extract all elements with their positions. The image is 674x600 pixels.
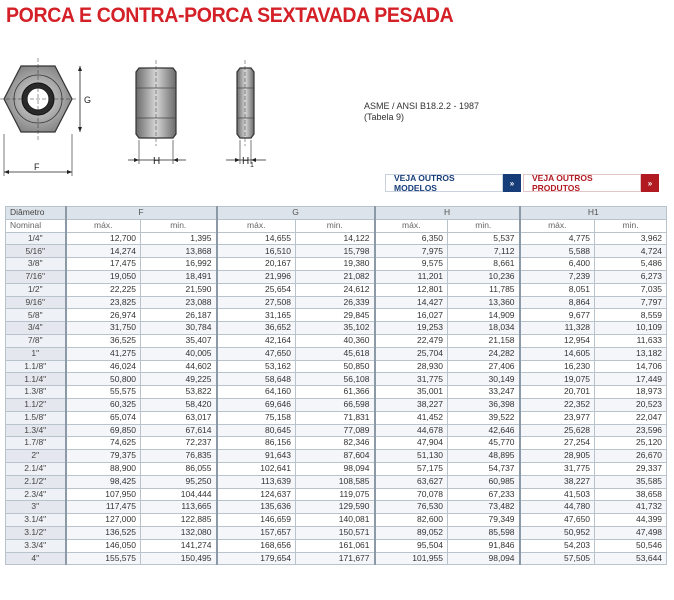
f-max-cell: 31,750 [66,322,141,335]
dimension-h-label: H [153,156,161,167]
h-min-cell: 27,406 [448,360,520,373]
h1-min-cell: 53,644 [595,552,667,565]
f-max-cell: 117,475 [66,501,141,514]
h-max-cell: 44,678 [375,424,448,437]
f-min-cell: 35,407 [141,334,217,347]
sub-header-max: máx. [217,219,296,232]
f-min-cell: 86,055 [141,462,217,475]
table-row [6,514,667,527]
g-min-cell: 19,380 [296,258,375,271]
h-max-cell: 95,504 [375,539,448,552]
g-max-cell: 47,650 [217,347,296,360]
h1-min-cell: 38,658 [595,488,667,501]
nominal-diameter-cell: 3.1/4" [6,514,66,527]
h-min-cell: 24,282 [448,347,520,360]
sub-header-max: máx. [375,219,448,232]
h-min-cell: 42,646 [448,424,520,437]
g-min-cell: 66,598 [296,398,375,411]
h-max-cell: 82,600 [375,514,448,527]
nominal-diameter-cell: 1" [6,347,66,360]
f-max-cell: 12,700 [66,232,141,245]
table-row [6,347,667,360]
f-min-cell: 104,444 [141,488,217,501]
g-max-cell: 14,655 [217,232,296,245]
h-max-cell: 19,253 [375,322,448,335]
g-max-cell: 20,167 [217,258,296,271]
h1-min-cell: 17,449 [595,373,667,386]
nominal-diameter-cell: 5/16" [6,245,66,258]
sub-header-min: min. [296,219,375,232]
h1-max-cell: 8,864 [520,296,595,309]
nominal-diameter-cell: 3" [6,501,66,514]
see-other-products-label: VEJA OUTROS PRODUTOS [523,174,641,192]
nut-side-view [128,60,186,167]
h1-max-cell: 20,701 [520,386,595,399]
table-row [6,398,667,411]
table-row [6,309,667,322]
g-max-cell: 168,656 [217,539,296,552]
g-min-cell: 56,108 [296,373,375,386]
f-max-cell: 146,050 [66,539,141,552]
g-max-cell: 75,158 [217,411,296,424]
h-max-cell: 89,052 [375,526,448,539]
dimension-h1-label: H [242,156,250,167]
h1-max-cell: 7,239 [520,270,595,283]
spec-reference [364,101,564,123]
h1-max-cell: 12,954 [520,334,595,347]
f-min-cell: 26,187 [141,309,217,322]
table-row [6,462,667,475]
h-min-cell: 33,247 [448,386,520,399]
table-row [6,424,667,437]
f-min-cell: 132,080 [141,526,217,539]
h-max-cell: 38,227 [375,398,448,411]
g-max-cell: 146,659 [217,514,296,527]
g-max-cell: 124,637 [217,488,296,501]
dimension-g-label: G [84,95,92,105]
g-min-cell: 108,585 [296,475,375,488]
table-row [6,501,667,514]
g-max-cell: 42,164 [217,334,296,347]
nominal-diameter-cell: 1.1/8" [6,360,66,373]
h-max-cell: 7,975 [375,245,448,258]
h-min-cell: 39,522 [448,411,520,424]
nominal-diameter-cell: 7/16" [6,270,66,283]
f-max-cell: 127,000 [66,514,141,527]
f-max-cell: 55,575 [66,386,141,399]
h-max-cell: 31,775 [375,373,448,386]
table-body [6,232,667,565]
h-min-cell: 14,909 [448,309,520,322]
h1-max-cell: 50,952 [520,526,595,539]
see-other-products-button[interactable] [523,174,659,192]
table-row [6,258,667,271]
h1-min-cell: 20,523 [595,398,667,411]
g-max-cell: 80,645 [217,424,296,437]
f-min-cell: 13,868 [141,245,217,258]
g-max-cell: 69,646 [217,398,296,411]
f-min-cell: 30,784 [141,322,217,335]
h-max-cell: 51,130 [375,450,448,463]
f-min-cell: 58,420 [141,398,217,411]
table-row [6,552,667,565]
h1-min-cell: 50,546 [595,539,667,552]
nominal-diameter-cell: 3/8" [6,258,66,271]
h1-min-cell: 26,670 [595,450,667,463]
h-min-cell: 67,233 [448,488,520,501]
h1-min-cell: 23,596 [595,424,667,437]
sub-header-min: min. [448,219,520,232]
f-max-cell: 19,050 [66,270,141,283]
f-max-cell: 98,425 [66,475,141,488]
h1-max-cell: 54,203 [520,539,595,552]
f-max-cell: 14,274 [66,245,141,258]
g-min-cell: 61,366 [296,386,375,399]
nominal-diameter-cell: 1/4" [6,232,66,245]
nominal-diameter-cell: 3.3/4" [6,539,66,552]
f-max-cell: 88,900 [66,462,141,475]
h1-max-cell: 22,352 [520,398,595,411]
table-row [6,386,667,399]
g-min-cell: 161,061 [296,539,375,552]
f-max-cell: 69,850 [66,424,141,437]
f-min-cell: 72,237 [141,437,217,450]
table-row [6,283,667,296]
h-max-cell: 12,801 [375,283,448,296]
h1-max-cell: 25,628 [520,424,595,437]
g-min-cell: 119,075 [296,488,375,501]
f-min-cell: 141,274 [141,539,217,552]
h-max-cell: 70,078 [375,488,448,501]
f-max-cell: 50,800 [66,373,141,386]
nominal-diameter-cell: 2.1/4" [6,462,66,475]
g-min-cell: 15,798 [296,245,375,258]
g-min-cell: 50,850 [296,360,375,373]
f-max-cell: 65,074 [66,411,141,424]
nominal-diameter-cell: 9/16" [6,296,66,309]
h1-min-cell: 22,047 [595,411,667,424]
g-min-cell: 98,094 [296,462,375,475]
h1-min-cell: 3,962 [595,232,667,245]
h1-max-cell: 44,780 [520,501,595,514]
g-min-cell: 29,845 [296,309,375,322]
g-max-cell: 91,643 [217,450,296,463]
f-min-cell: 21,590 [141,283,217,296]
g-min-cell: 71,831 [296,411,375,424]
table-row [6,437,667,450]
f-max-cell: 74,625 [66,437,141,450]
f-max-cell: 26,974 [66,309,141,322]
h-min-cell: 21,158 [448,334,520,347]
group-header-f: F [66,207,217,220]
g-max-cell: 58,648 [217,373,296,386]
g-max-cell: 27,508 [217,296,296,309]
h1-min-cell: 6,273 [595,270,667,283]
h1-max-cell: 28,905 [520,450,595,463]
f-min-cell: 76,835 [141,450,217,463]
double-chevron-right-icon: » [503,174,521,192]
table-row [6,232,667,245]
dimensions-table [5,206,667,565]
g-min-cell: 26,339 [296,296,375,309]
sub-header-max: máx. [520,219,595,232]
spec-standard: ASME / ANSI B18.2.2 - 1987 [364,101,480,111]
h1-min-cell: 5,486 [595,258,667,271]
h-max-cell: 16,027 [375,309,448,322]
h-max-cell: 47,904 [375,437,448,450]
group-header-h: H [375,207,520,220]
h1-min-cell: 4,724 [595,245,667,258]
h-min-cell: 45,770 [448,437,520,450]
page-title: PORCA E CONTRA-PORCA SEXTAVADA PESADA [6,4,454,27]
table-row [6,539,667,552]
f-min-cell: 1,395 [141,232,217,245]
h-max-cell: 76,530 [375,501,448,514]
nominal-diameter-cell: 1.3/4" [6,424,66,437]
table-row [6,296,667,309]
f-min-cell: 23,088 [141,296,217,309]
h1-max-cell: 57,505 [520,552,595,565]
h1-max-cell: 8,051 [520,283,595,296]
g-min-cell: 82,346 [296,437,375,450]
h1-min-cell: 11,633 [595,334,667,347]
g-max-cell: 36,652 [217,322,296,335]
dimension-h1-subscript: 1 [250,162,254,169]
nominal-diameter-cell: 1.5/8" [6,411,66,424]
see-other-models-label: VEJA OUTROS MODELOS [385,174,503,192]
table-row [6,411,667,424]
h1-min-cell: 47,498 [595,526,667,539]
g-min-cell: 129,590 [296,501,375,514]
g-max-cell: 102,641 [217,462,296,475]
sub-header-min: min. [141,219,217,232]
h1-min-cell: 25,120 [595,437,667,450]
nominal-diameter-cell: 7/8" [6,334,66,347]
h-min-cell: 48,895 [448,450,520,463]
h-min-cell: 7,112 [448,245,520,258]
table-row [6,373,667,386]
h1-min-cell: 29,337 [595,462,667,475]
h1-max-cell: 9,677 [520,309,595,322]
nominal-diameter-cell: 2.1/2" [6,475,66,488]
h1-min-cell: 10,109 [595,322,667,335]
f-min-cell: 150,495 [141,552,217,565]
see-other-models-button[interactable] [385,174,521,192]
h1-min-cell: 41,732 [595,501,667,514]
h1-min-cell: 35,585 [595,475,667,488]
g-min-cell: 14,122 [296,232,375,245]
g-min-cell: 35,102 [296,322,375,335]
h-max-cell: 28,930 [375,360,448,373]
h1-min-cell: 44,399 [595,514,667,527]
g-min-cell: 24,612 [296,283,375,296]
nominal-header: Nominal [6,219,66,232]
f-min-cell: 67,614 [141,424,217,437]
f-max-cell: 23,825 [66,296,141,309]
table-row [6,475,667,488]
h1-max-cell: 41,503 [520,488,595,501]
nominal-diameter-cell: 1/2" [6,283,66,296]
f-max-cell: 17,475 [66,258,141,271]
h1-max-cell: 5,588 [520,245,595,258]
diameter-header: Diâmetro [6,207,66,220]
f-min-cell: 40,005 [141,347,217,360]
g-max-cell: 64,160 [217,386,296,399]
f-min-cell: 49,225 [141,373,217,386]
f-max-cell: 136,525 [66,526,141,539]
h-min-cell: 11,785 [448,283,520,296]
h-min-cell: 98,094 [448,552,520,565]
g-min-cell: 77,089 [296,424,375,437]
h1-max-cell: 47,650 [520,514,595,527]
g-max-cell: 21,996 [217,270,296,283]
h1-max-cell: 16,230 [520,360,595,373]
table-row [6,245,667,258]
h1-max-cell: 11,328 [520,322,595,335]
nominal-diameter-cell: 1.1/4" [6,373,66,386]
h-min-cell: 91,846 [448,539,520,552]
h-min-cell: 60,985 [448,475,520,488]
f-min-cell: 122,885 [141,514,217,527]
h1-min-cell: 14,706 [595,360,667,373]
sub-header-max: máx. [66,219,141,232]
nut-technical-drawing [0,44,330,184]
g-max-cell: 157,657 [217,526,296,539]
h-max-cell: 63,627 [375,475,448,488]
hex-front-view [0,58,91,176]
h-max-cell: 6,350 [375,232,448,245]
double-chevron-right-icon: » [641,174,659,192]
f-min-cell: 95,250 [141,475,217,488]
f-min-cell: 53,822 [141,386,217,399]
g-min-cell: 21,082 [296,270,375,283]
f-max-cell: 60,325 [66,398,141,411]
g-min-cell: 40,360 [296,334,375,347]
nominal-diameter-cell: 2" [6,450,66,463]
h1-max-cell: 4,775 [520,232,595,245]
g-max-cell: 53,162 [217,360,296,373]
h-min-cell: 36,398 [448,398,520,411]
table-row [6,322,667,335]
nominal-diameter-cell: 3.1/2" [6,526,66,539]
nominal-diameter-cell: 5/8" [6,309,66,322]
h-max-cell: 9,575 [375,258,448,271]
h1-min-cell: 8,559 [595,309,667,322]
h1-max-cell: 31,775 [520,462,595,475]
h-min-cell: 30,149 [448,373,520,386]
g-max-cell: 179,654 [217,552,296,565]
g-max-cell: 113,639 [217,475,296,488]
h-min-cell: 8,661 [448,258,520,271]
table-row [6,360,667,373]
h-min-cell: 85,598 [448,526,520,539]
g-min-cell: 140,081 [296,514,375,527]
h-min-cell: 10,236 [448,270,520,283]
g-max-cell: 31,165 [217,309,296,322]
f-max-cell: 46,024 [66,360,141,373]
h-max-cell: 41,452 [375,411,448,424]
spec-table-ref: (Tabela 9) [364,112,405,122]
h1-max-cell: 6,400 [520,258,595,271]
h1-max-cell: 27,254 [520,437,595,450]
f-max-cell: 22,225 [66,283,141,296]
h-min-cell: 73,482 [448,501,520,514]
nominal-diameter-cell: 1.7/8" [6,437,66,450]
f-max-cell: 41,275 [66,347,141,360]
table-row [6,526,667,539]
g-min-cell: 171,677 [296,552,375,565]
nominal-diameter-cell: 1.3/8" [6,386,66,399]
h-max-cell: 101,955 [375,552,448,565]
h-min-cell: 79,349 [448,514,520,527]
h-min-cell: 13,360 [448,296,520,309]
table-row [6,270,667,283]
f-min-cell: 44,602 [141,360,217,373]
jam-nut-side-view [226,60,266,169]
h1-max-cell: 38,227 [520,475,595,488]
nominal-diameter-cell: 1.1/2" [6,398,66,411]
h-max-cell: 25,704 [375,347,448,360]
f-min-cell: 63,017 [141,411,217,424]
h-min-cell: 18,034 [448,322,520,335]
g-min-cell: 150,571 [296,526,375,539]
g-min-cell: 87,604 [296,450,375,463]
h-max-cell: 11,201 [375,270,448,283]
f-min-cell: 18,491 [141,270,217,283]
f-max-cell: 36,525 [66,334,141,347]
f-max-cell: 107,950 [66,488,141,501]
h-max-cell: 22,479 [375,334,448,347]
g-max-cell: 135,636 [217,501,296,514]
table-row [6,450,667,463]
dimension-f-label: F [34,162,40,172]
h1-max-cell: 14,605 [520,347,595,360]
f-max-cell: 79,375 [66,450,141,463]
h1-min-cell: 7,035 [595,283,667,296]
nominal-diameter-cell: 2.3/4" [6,488,66,501]
g-max-cell: 16,510 [217,245,296,258]
sub-header-min: min. [595,219,667,232]
g-max-cell: 25,654 [217,283,296,296]
h-min-cell: 54,737 [448,462,520,475]
nominal-diameter-cell: 4" [6,552,66,565]
h1-max-cell: 19,075 [520,373,595,386]
h1-min-cell: 18,973 [595,386,667,399]
h1-max-cell: 23,977 [520,411,595,424]
g-max-cell: 86,156 [217,437,296,450]
h-max-cell: 57,175 [375,462,448,475]
h1-min-cell: 7,797 [595,296,667,309]
group-header-g: G [217,207,375,220]
g-min-cell: 45,618 [296,347,375,360]
nominal-diameter-cell: 3/4" [6,322,66,335]
h-max-cell: 14,427 [375,296,448,309]
group-header-h1: H1 [520,207,667,220]
h1-min-cell: 13,182 [595,347,667,360]
table-row [6,334,667,347]
h-min-cell: 5,537 [448,232,520,245]
f-min-cell: 16,992 [141,258,217,271]
f-min-cell: 113,665 [141,501,217,514]
f-max-cell: 155,575 [66,552,141,565]
h-max-cell: 35,001 [375,386,448,399]
table-row [6,488,667,501]
